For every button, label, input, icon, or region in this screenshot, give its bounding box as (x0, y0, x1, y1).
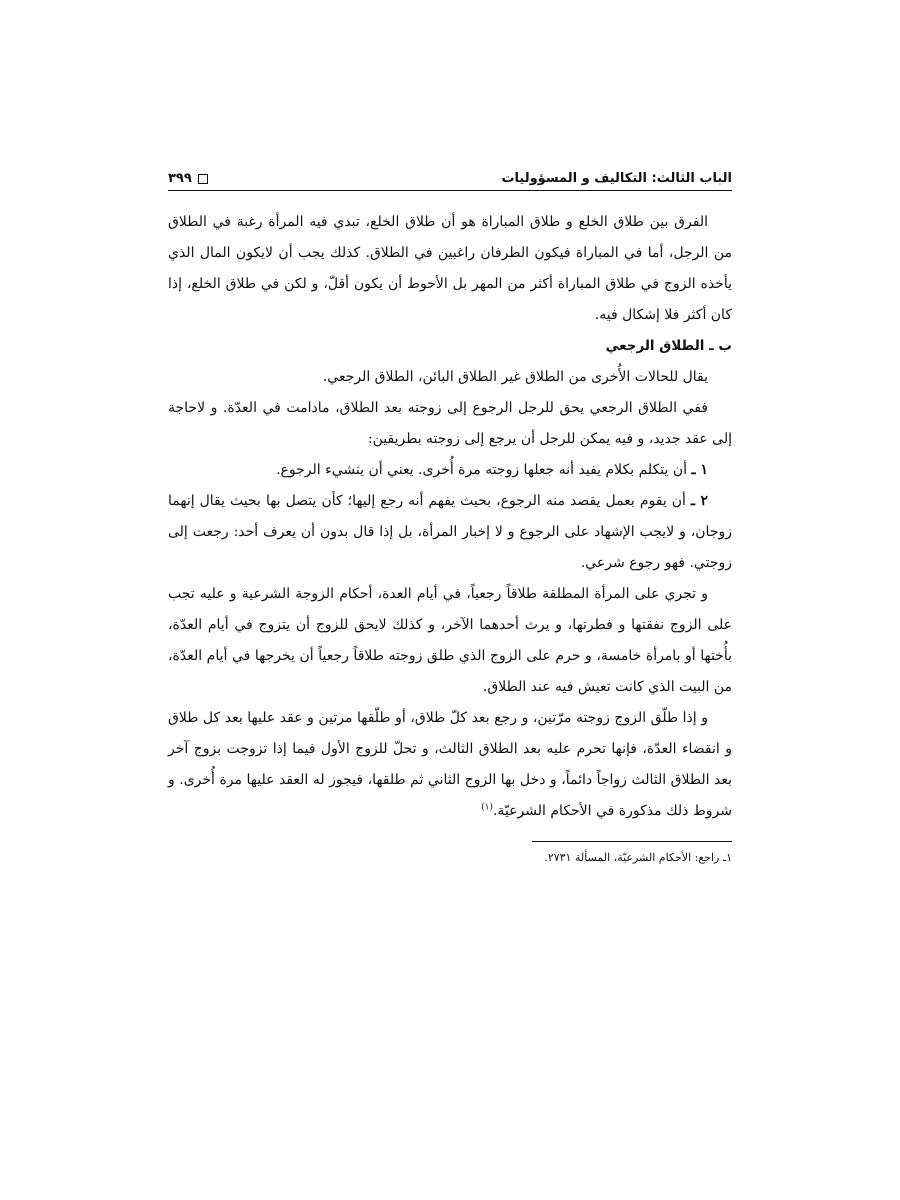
paragraph-third-divorce (168, 703, 732, 827)
page-number-group (168, 171, 208, 186)
book-page (168, 160, 732, 868)
square-outline-icon (198, 174, 208, 184)
running-header (168, 160, 732, 191)
section-title-rajii-divorce: ب ـ الطلاق الرجعي (605, 338, 732, 354)
list-item-2-text: أن يقوم بعمل يقصد منه الرجوع، بحيث يفهم أنه رجع إليها؛ كأن يتصل بها بحيث يقال إنهما زوجان، و لايجب الإشهاد على الرجوع و لا إخبار المرأة، بل إذا قال بدون أن يعرف أحد: رجعت إلى زوجتي. فهو رجوع شرعي. (168, 493, 732, 571)
list-item-2-number: ٢ ـ (690, 493, 708, 509)
chapter-title: الباب الثالث: التكاليف و المسؤوليات (501, 171, 732, 186)
list-item-2 (168, 486, 732, 579)
list-item-1-number: ١ ـ (691, 462, 708, 478)
footnote-divider (532, 841, 732, 842)
list-item-1 (168, 455, 732, 486)
paragraph-khul-vs-mubarat: الفرق بين طلاق الخلع و طلاق المباراة هو أن طلاق الخلع، تبدي فيه المرأة رغبة في الطلاق من الرجل، أما في المباراة فيكون الطرفان راغبين في الطلاق. كذلك يجب أن لايكون المال الذي يأخذه الزوج في طلاق المباراة أكثر من المهر بل الأحوط أن يكون أقلّ، و لكن في طلاق الخلع، إذا كان أكثر فلا إشكال فيه. (168, 214, 732, 323)
body-text (168, 207, 732, 827)
paragraph-rajii-return: ففي الطلاق الرجعي يحق للرجل الرجوع إلى زوجته بعد الطلاق، مادامت في العدّة. و لاحاجة إلى عقد جديد، و فيه يمكن للرجل أن يرجع إلى زوجته بطريقين: (168, 400, 732, 447)
footnote: ١ـ راجع: الأحكام الشرعيّة، المسألة ٢٧٣١. (544, 851, 732, 864)
list-item-1-text: أن يتكلم بكلام يفيد أنه جعلها زوجته مرة أُخرى. يعني أن ينشيء الرجوع. (276, 462, 688, 478)
paragraph-idda-rulings: و تجري على المرأة المطلقة طلاقاً رجعياً، في أيام العدة، أحكام الزوجة الشرعية و عليه تجب على الزوج نفقتها و فطرتها، و يرث أحدهما الآخر، و كذلك لايحق للزوج أن يتزوج في أيام العدّة، بأُختها أو بامرأة خامسة، و حرم على الزوج الذي طلق زوجته طلاقاً رجعياً أن يخرجها في أيام العدّة، من البيت الذي كانت تعيش فيه عند الطلاق. (168, 586, 732, 695)
footnote-reference[interactable]: (١) (481, 802, 493, 813)
paragraph-third-divorce-text: و إذا طلّق الزوج زوجته مرّتين، و رجع بعد كلّ طلاق، أو طلّقها مرتين و عقد عليها بعد كل طلاق و انقضاء العدّة، فإنها تحرم عليه بعد الطلاق الثالث، و تحلّ للزوج الأول فيما إذا تزوجت بزوج آخر بعد الطلاق الثالث زواجاً دائماً، و دخل بها الزوج الثاني ثم طلقها، فيجوز له العقد عليها مرة أُخرى. و شروط ذلك مذكورة في الأحكام الشرعيّة. (168, 710, 732, 819)
page-number: ٣٩٩ (168, 171, 192, 186)
paragraph-rajii-definition: يقال للحالات الأُخرى من الطلاق غير الطلاق البائن، الطلاق الرجعي. (322, 369, 708, 385)
